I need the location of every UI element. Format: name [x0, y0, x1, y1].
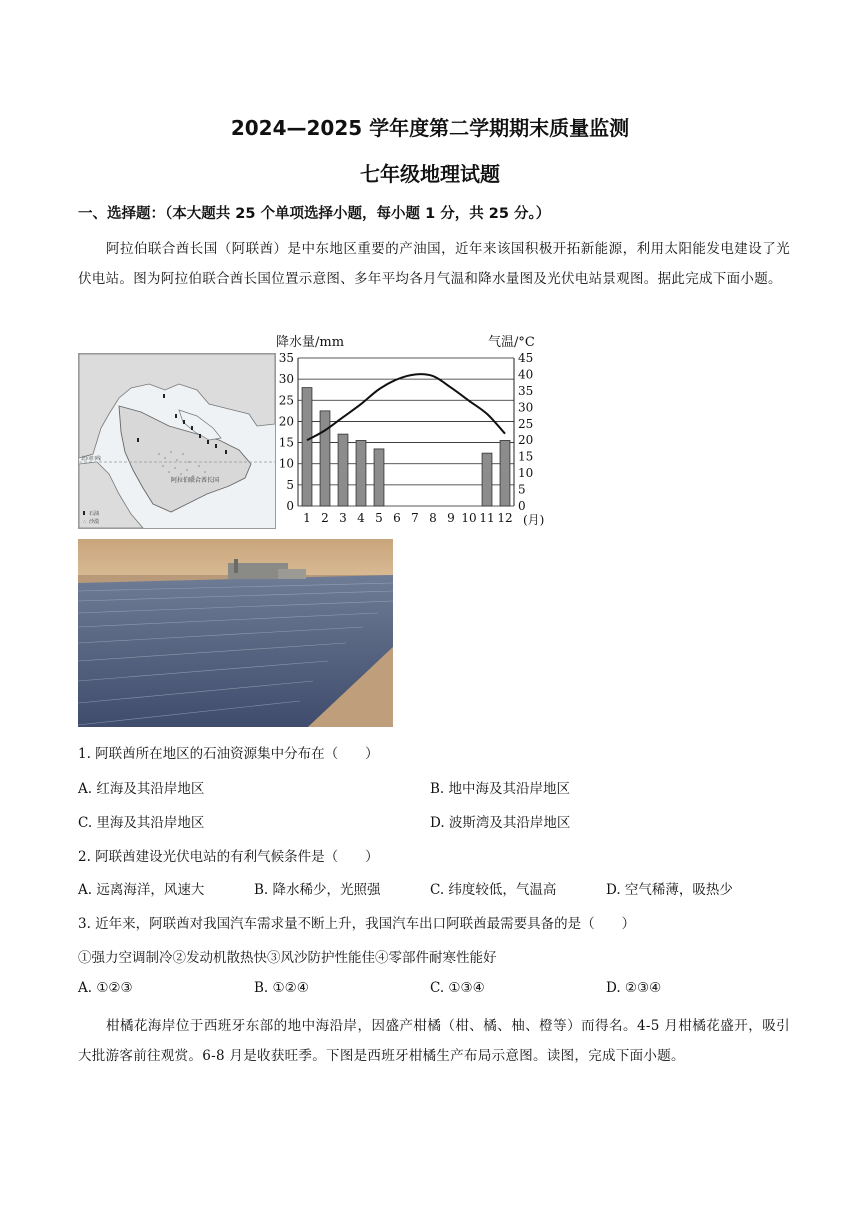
month-tick-label: 3: [339, 511, 347, 525]
intro-paragraph-uae: 阿拉伯联合酋长国（阿联酋）是中东地区重要的产油国，近年来该国积极开拓新能源，利用太阳能发电建设了光伏电站。图为阿拉伯联合酋长国位置示意图、多年平均各月气温和降水量图及光伏电站景观图。据此完成下面小题。: [78, 241, 790, 287]
precipitation-bar: [500, 440, 510, 506]
right-axis-label: 气温/°C: [488, 335, 535, 350]
legend-oil-symbol: [83, 511, 85, 515]
right-tick-label: 20: [518, 433, 534, 448]
left-tick-label: 10: [278, 456, 294, 471]
left-tick-label: 35: [278, 351, 294, 365]
question-3-items: ①强力空调制冷②发动机散热快③风沙防护性能佳④零部件耐寒性能好: [78, 950, 497, 966]
temperature-line: [307, 374, 505, 440]
climate-chart-svg: [270, 330, 550, 530]
question-3-option-d[interactable]: D. ②③④: [606, 980, 662, 996]
question-3-option-a[interactable]: A. ①②③: [78, 980, 133, 996]
question-1-option-d[interactable]: D. 波斯湾及其沿岸地区: [430, 815, 571, 831]
exam-title: 2024—2025 学年度第二学期期末质量监测: [230, 116, 630, 140]
exam-subtitle: 七年级地理试题: [360, 162, 500, 186]
question-2-option-b[interactable]: B. 降水稀少，光照强: [254, 882, 381, 898]
precipitation-bar: [356, 440, 366, 506]
month-tick-label: 6: [393, 511, 401, 525]
right-tick-label: 10: [518, 466, 534, 481]
legend-desert-symbol: ∴: [83, 519, 87, 525]
right-tick-label: 15: [518, 449, 534, 464]
right-tick-label: 0: [518, 499, 526, 513]
month-tick-label: 4: [357, 511, 365, 525]
solar-plant-drawing: [78, 539, 393, 727]
left-tick-label: 0: [286, 499, 294, 513]
left-axis-label: 降水量/mm: [276, 335, 345, 350]
question-3-option-c[interactable]: C. ①③④: [430, 980, 485, 996]
x-axis-unit: (月): [523, 513, 545, 527]
intro-paragraph-spain: 柑橘花海岸位于西班牙东部的地中海沿岸，因盛产柑橘（柑、橘、柚、橙等）而得名。4-5 月柑橘花盛开，吸引大批游客前往观赏。6-8 月是收获旺季。下图是西班牙柑橘生产布局示意图。读图，完成下面小题。: [78, 1018, 790, 1064]
month-tick-label: 8: [429, 511, 437, 525]
uae-location-map: [78, 353, 276, 529]
month-tick-label: 1: [303, 511, 311, 525]
right-tick-label: 30: [518, 400, 534, 415]
precipitation-bar: [302, 388, 312, 506]
month-tick-label: 7: [411, 511, 419, 525]
question-1-option-a[interactable]: A. 红海及其沿岸地区: [78, 781, 205, 797]
right-tick-label: 40: [518, 367, 534, 382]
month-tick-label: 12: [497, 511, 513, 525]
tropic-label: 北回归线: [81, 456, 102, 462]
legend-desert-label: 沙漠: [89, 519, 100, 525]
left-tick-label: 30: [278, 372, 294, 387]
precipitation-bar: [482, 453, 492, 506]
question-1-option-c[interactable]: C. 里海及其沿岸地区: [78, 815, 205, 831]
left-tick-label: 5: [286, 477, 294, 492]
left-tick-label: 15: [278, 435, 294, 450]
question-2-option-c[interactable]: C. 纬度较低，气温高: [430, 882, 557, 898]
right-tick-label: 45: [518, 351, 534, 365]
month-tick-label: 11: [479, 511, 495, 525]
right-tick-label: 5: [518, 482, 526, 497]
question-1-stem: 1. 阿联酋所在地区的石油资源集中分布在（ ）: [78, 746, 379, 762]
question-2-option-d[interactable]: D. 空气稀薄，吸热少: [606, 882, 733, 898]
question-3-stem: 3. 近年来，阿联酋对我国汽车需求量不断上升，我国汽车出口阿联酋最需要具备的是（ ）: [78, 916, 636, 932]
precipitation-bar: [338, 434, 348, 506]
solar-plant-photo: [78, 539, 393, 727]
month-tick-label: 9: [447, 511, 455, 525]
month-tick-label: 10: [461, 511, 477, 525]
month-tick-label: 5: [375, 511, 383, 525]
question-3-option-b[interactable]: B. ①②④: [254, 980, 309, 996]
legend-oil-label: 石油: [89, 511, 100, 517]
precipitation-bar: [320, 411, 330, 506]
question-2-option-a[interactable]: A. 远离海洋，风速大: [78, 882, 205, 898]
right-tick-label: 35: [518, 383, 534, 398]
month-tick-label: 2: [321, 511, 329, 525]
uae-label: 阿拉伯联合酋长国: [171, 477, 220, 484]
left-tick-label: 20: [278, 414, 294, 429]
section-heading: 一、选择题：（本大题共 25 个单项选择小题，每小题 1 分，共 25 分。）: [78, 206, 551, 222]
map-drawing: [79, 354, 275, 528]
question-2-stem: 2. 阿联酋建设光伏电站的有利气候条件是（ ）: [78, 849, 379, 865]
climate-chart: [270, 330, 550, 530]
precipitation-bar: [374, 449, 384, 506]
question-1-option-b[interactable]: B. 地中海及其沿岸地区: [430, 781, 571, 797]
left-tick-label: 25: [278, 393, 294, 408]
right-tick-label: 25: [518, 416, 534, 431]
